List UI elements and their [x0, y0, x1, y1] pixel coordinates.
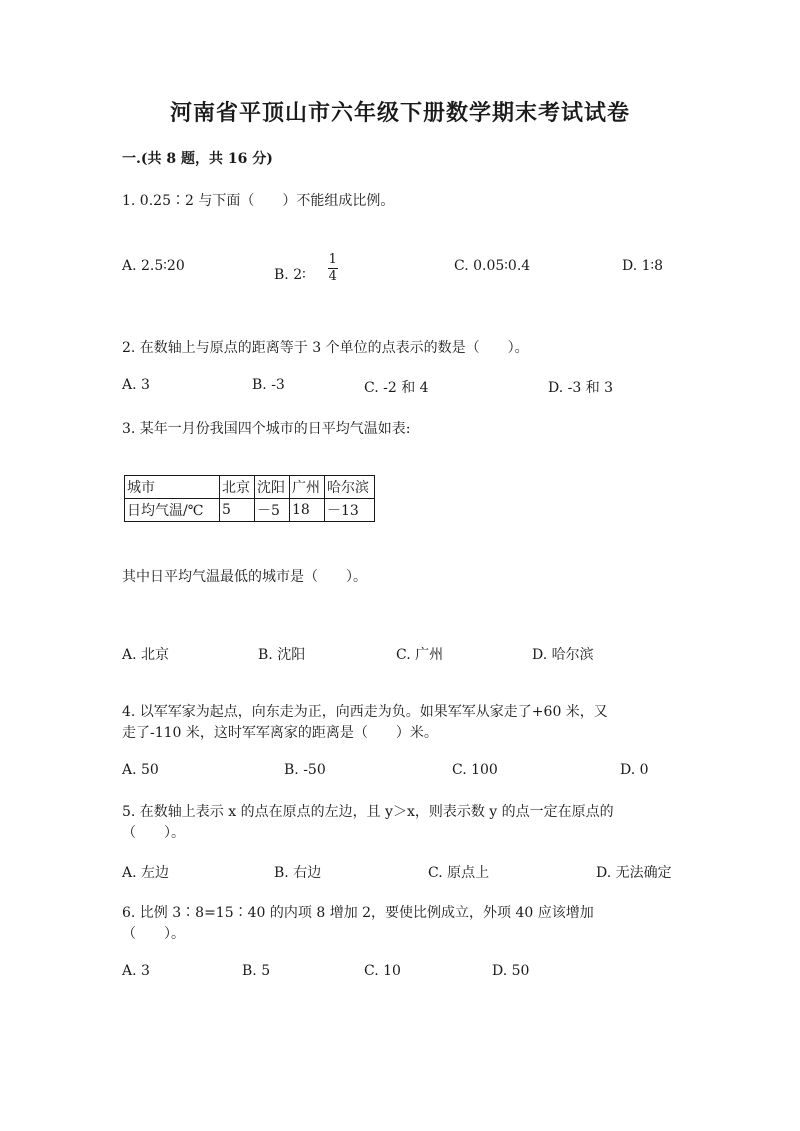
- question-4-option-d: D. 0: [620, 762, 649, 778]
- question-6-option-b: B. 5: [242, 963, 271, 979]
- question-3-option-c: C. 广州: [396, 647, 444, 663]
- question-3-option-b: B. 沈阳: [258, 647, 306, 663]
- question-6-stem-line-1: 6. 比例 3∶8=15∶40 的内项 8 增加 2，要使比例成立，外项 40 应该增加: [122, 905, 594, 921]
- table-cell: 18: [290, 499, 325, 522]
- question-2-option-b: B. -3: [252, 377, 285, 393]
- table-cell: －13: [325, 499, 375, 522]
- question-2-option-a: A. 3: [122, 377, 150, 393]
- question-1-option-c: C. 0.05∶0.4: [454, 258, 531, 274]
- section-header: 一.(共 8 题，共 16 分): [122, 151, 273, 167]
- question-3-option-d: D. 哈尔滨: [532, 647, 594, 663]
- question-1-stem: 1. 0.25∶2 与下面（ ）不能组成比例。: [122, 193, 395, 209]
- question-1-option-b: [274, 252, 338, 285]
- fraction-one-quarter: [328, 252, 338, 285]
- table-cell: 广州: [290, 476, 325, 499]
- question-2-option-d: D. -3 和 3: [548, 380, 614, 396]
- question-6-stem-line-2: （ ）。: [122, 926, 185, 942]
- question-4-option-b: B. -50: [284, 762, 326, 778]
- table-cell: 城市: [125, 476, 220, 499]
- question-4-option-c: C. 100: [452, 762, 498, 778]
- question-5-option-a: A. 左边: [122, 865, 170, 881]
- question-3-option-a: A. 北京: [122, 647, 170, 663]
- question-5-stem-line-1: 5. 在数轴上表示 x 的点在原点的左边，且 y＞x，则表示数 y 的点一定在原点的: [122, 804, 614, 820]
- question-3-stem: 3. 某年一月份我国四个城市的日平均气温如表:: [122, 421, 411, 437]
- table-cell: 沈阳: [255, 476, 290, 499]
- question-3-followup: 其中日平均气温最低的城市是（ ）。: [122, 569, 367, 585]
- table-cell: －5: [255, 499, 290, 522]
- question-4-option-a: A. 50: [122, 762, 159, 778]
- question-1-option-b-label: B. 2∶: [274, 266, 306, 283]
- table-cell: 哈尔滨: [325, 476, 375, 499]
- question-5-option-c: C. 原点上: [428, 865, 490, 881]
- fraction-numerator: 1: [328, 252, 337, 267]
- question-2-option-c: C. -2 和 4: [364, 380, 429, 396]
- table-header-row: [125, 476, 375, 499]
- question-5-option-d: D. 无法确定: [596, 865, 672, 881]
- table-row: [125, 499, 375, 522]
- question-4-stem-line-2: 走了-110 米，这时军军离家的距离是（ ）米。: [122, 725, 438, 741]
- question-6-option-c: C. 10: [364, 963, 401, 979]
- question-5-option-b: B. 右边: [274, 865, 322, 881]
- question-6-option-d: D. 50: [492, 963, 530, 979]
- question-2-stem: 2. 在数轴上与原点的距离等于 3 个单位的点表示的数是（ ）。: [122, 340, 529, 356]
- question-4-stem-line-1: 4. 以军军家为起点，向东走为正，向西走为负。如果军军从家走了+60 米，又: [122, 704, 608, 720]
- question-6-option-a: A. 3: [122, 963, 150, 979]
- exam-title: 河南省平顶山市六年级下册数学期末考试试卷: [169, 100, 630, 126]
- question-5-stem-line-2: （ ）。: [122, 825, 185, 841]
- table-cell: 北京: [220, 476, 255, 499]
- table-cell: 日均气温/℃: [125, 499, 220, 522]
- temperature-table: [124, 475, 375, 522]
- table-cell: 5: [220, 499, 255, 522]
- fraction-denominator: 4: [328, 269, 337, 284]
- question-1-option-d: D. 1∶8: [622, 258, 664, 274]
- question-1-option-a: A. 2.5∶20: [122, 258, 185, 274]
